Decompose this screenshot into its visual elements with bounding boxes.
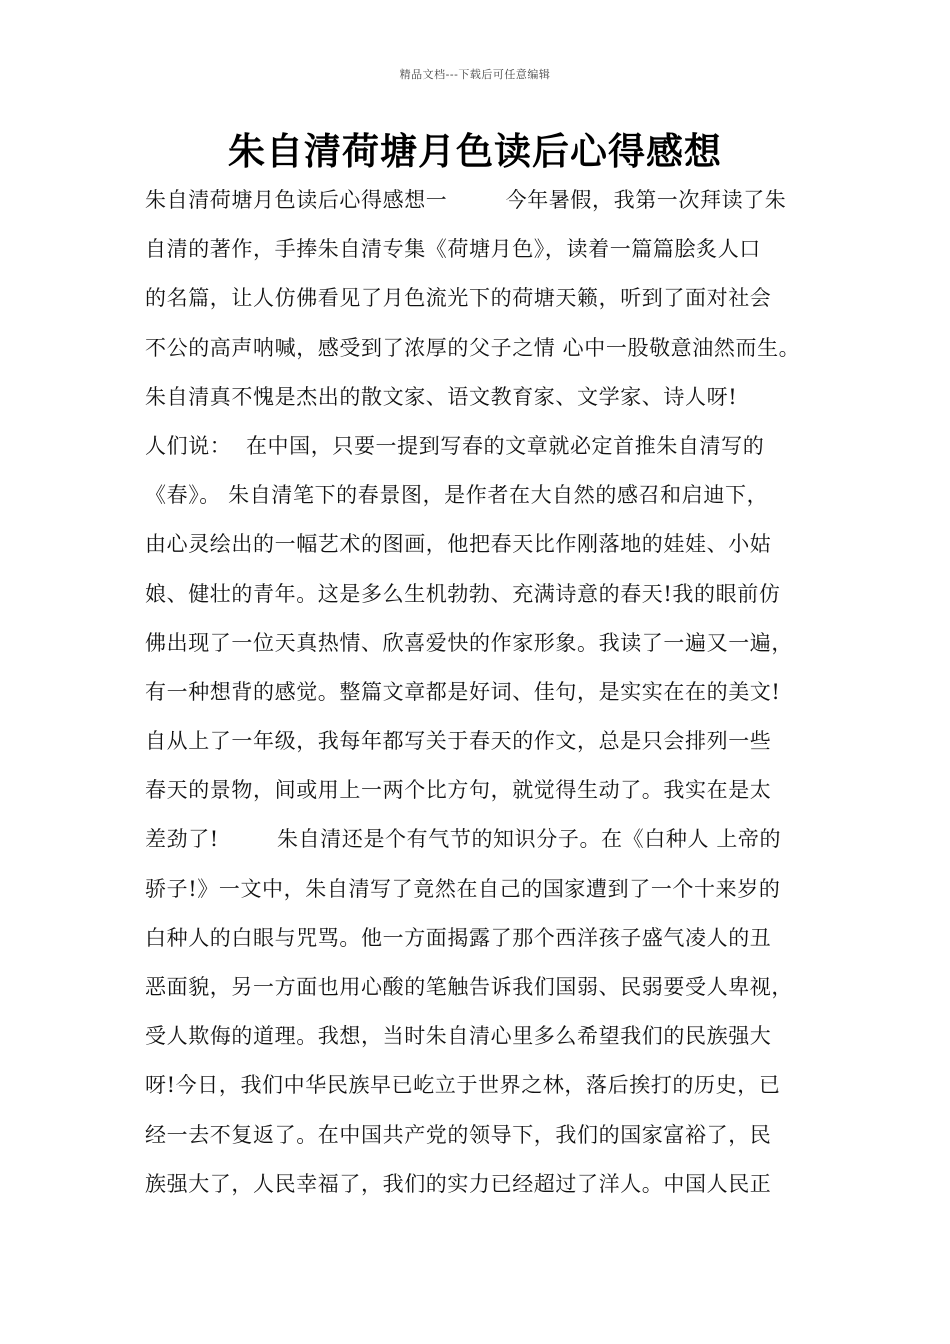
text-line: 春天的景物，间或用上一两个比方句，就觉得生动了。我实在是太 [145, 778, 772, 803]
text-line: 经一去不复返了。在中国共产党的领导下，我们的国家富裕了，民 [145, 1122, 772, 1147]
text-line: 自从上了一年级，我每年都写关于春天的作文，总是只会排列一些 [145, 729, 772, 754]
text-line: 呀!今日，我们中华民族早已屹立于世界之林，落后挨打的历史，已 [145, 1073, 781, 1098]
text-line: 白种人的白眼与咒骂。他一方面揭露了那个西洋孩子盛气凌人的丑 [145, 925, 772, 950]
text-line: 人们说： 在中国，只要一提到写春的文章就必定首推朱自清写的 [145, 433, 765, 458]
text-line: 朱自清荷塘月色读后心得感想一 今年暑假，我第一次拜读了朱 [145, 188, 787, 212]
text-line: 朱自清真不愧是杰出的散文家、语文教育家、文学家、诗人呀! [145, 384, 738, 409]
body-text [145, 180, 825, 1213]
text-line: 有一种想背的感觉。整篇文章都是好词、佳句，是实实在在的美文! [145, 679, 781, 704]
header-note: 精品文档---下载后可任意编辑 [399, 68, 551, 81]
text-line: 娘、健壮的青年。这是多么生机勃勃、充满诗意的春天!我的眼前仿 [145, 581, 781, 606]
text-line: 恶面貌，另一方面也用心酸的笔触告诉我们国弱、民弱要受人卑视， [145, 975, 793, 999]
document-title: 朱自清荷塘月色读后心得感想 [228, 130, 722, 173]
text-line: 骄子!》一文中，朱自清写了竟然在自己的国家遭到了一个十来岁的 [145, 876, 781, 901]
text-line: 受人欺侮的道理。我想，当时朱自清心里多么希望我们的民族强大 [145, 1024, 772, 1049]
text-line: 的名篇，让人仿佛看见了月色流光下的荷塘天籁，听到了面对社会 [145, 286, 772, 311]
text-line: 差劲了! 朱自清还是个有气节的知识分子。在《白种人 上帝的 [145, 827, 782, 852]
text-line: 自清的著作，手捧朱自清专集《荷塘月色》，读着一篇篇脍炙人口 [145, 237, 761, 262]
text-line: 《春》。 朱自清笔下的春景图，是作者在大自然的感召和启迪下， [145, 483, 769, 508]
text-line: 不公的高声呐喊，感受到了浓厚的父子之情 心中一股敬意油然而生。 [145, 335, 801, 360]
text-line: 佛出现了一位天真热情、欣喜爱快的作家形象。我读了一遍又一遍， [145, 630, 793, 655]
text-line: 由心灵绘出的一幅艺术的图画，他把春天比作刚落地的娃娃、小姑 [145, 532, 772, 557]
text-line: 族强大了，人民幸福了，我们的实力已经超过了洋人。中国人民正 [145, 1171, 772, 1196]
